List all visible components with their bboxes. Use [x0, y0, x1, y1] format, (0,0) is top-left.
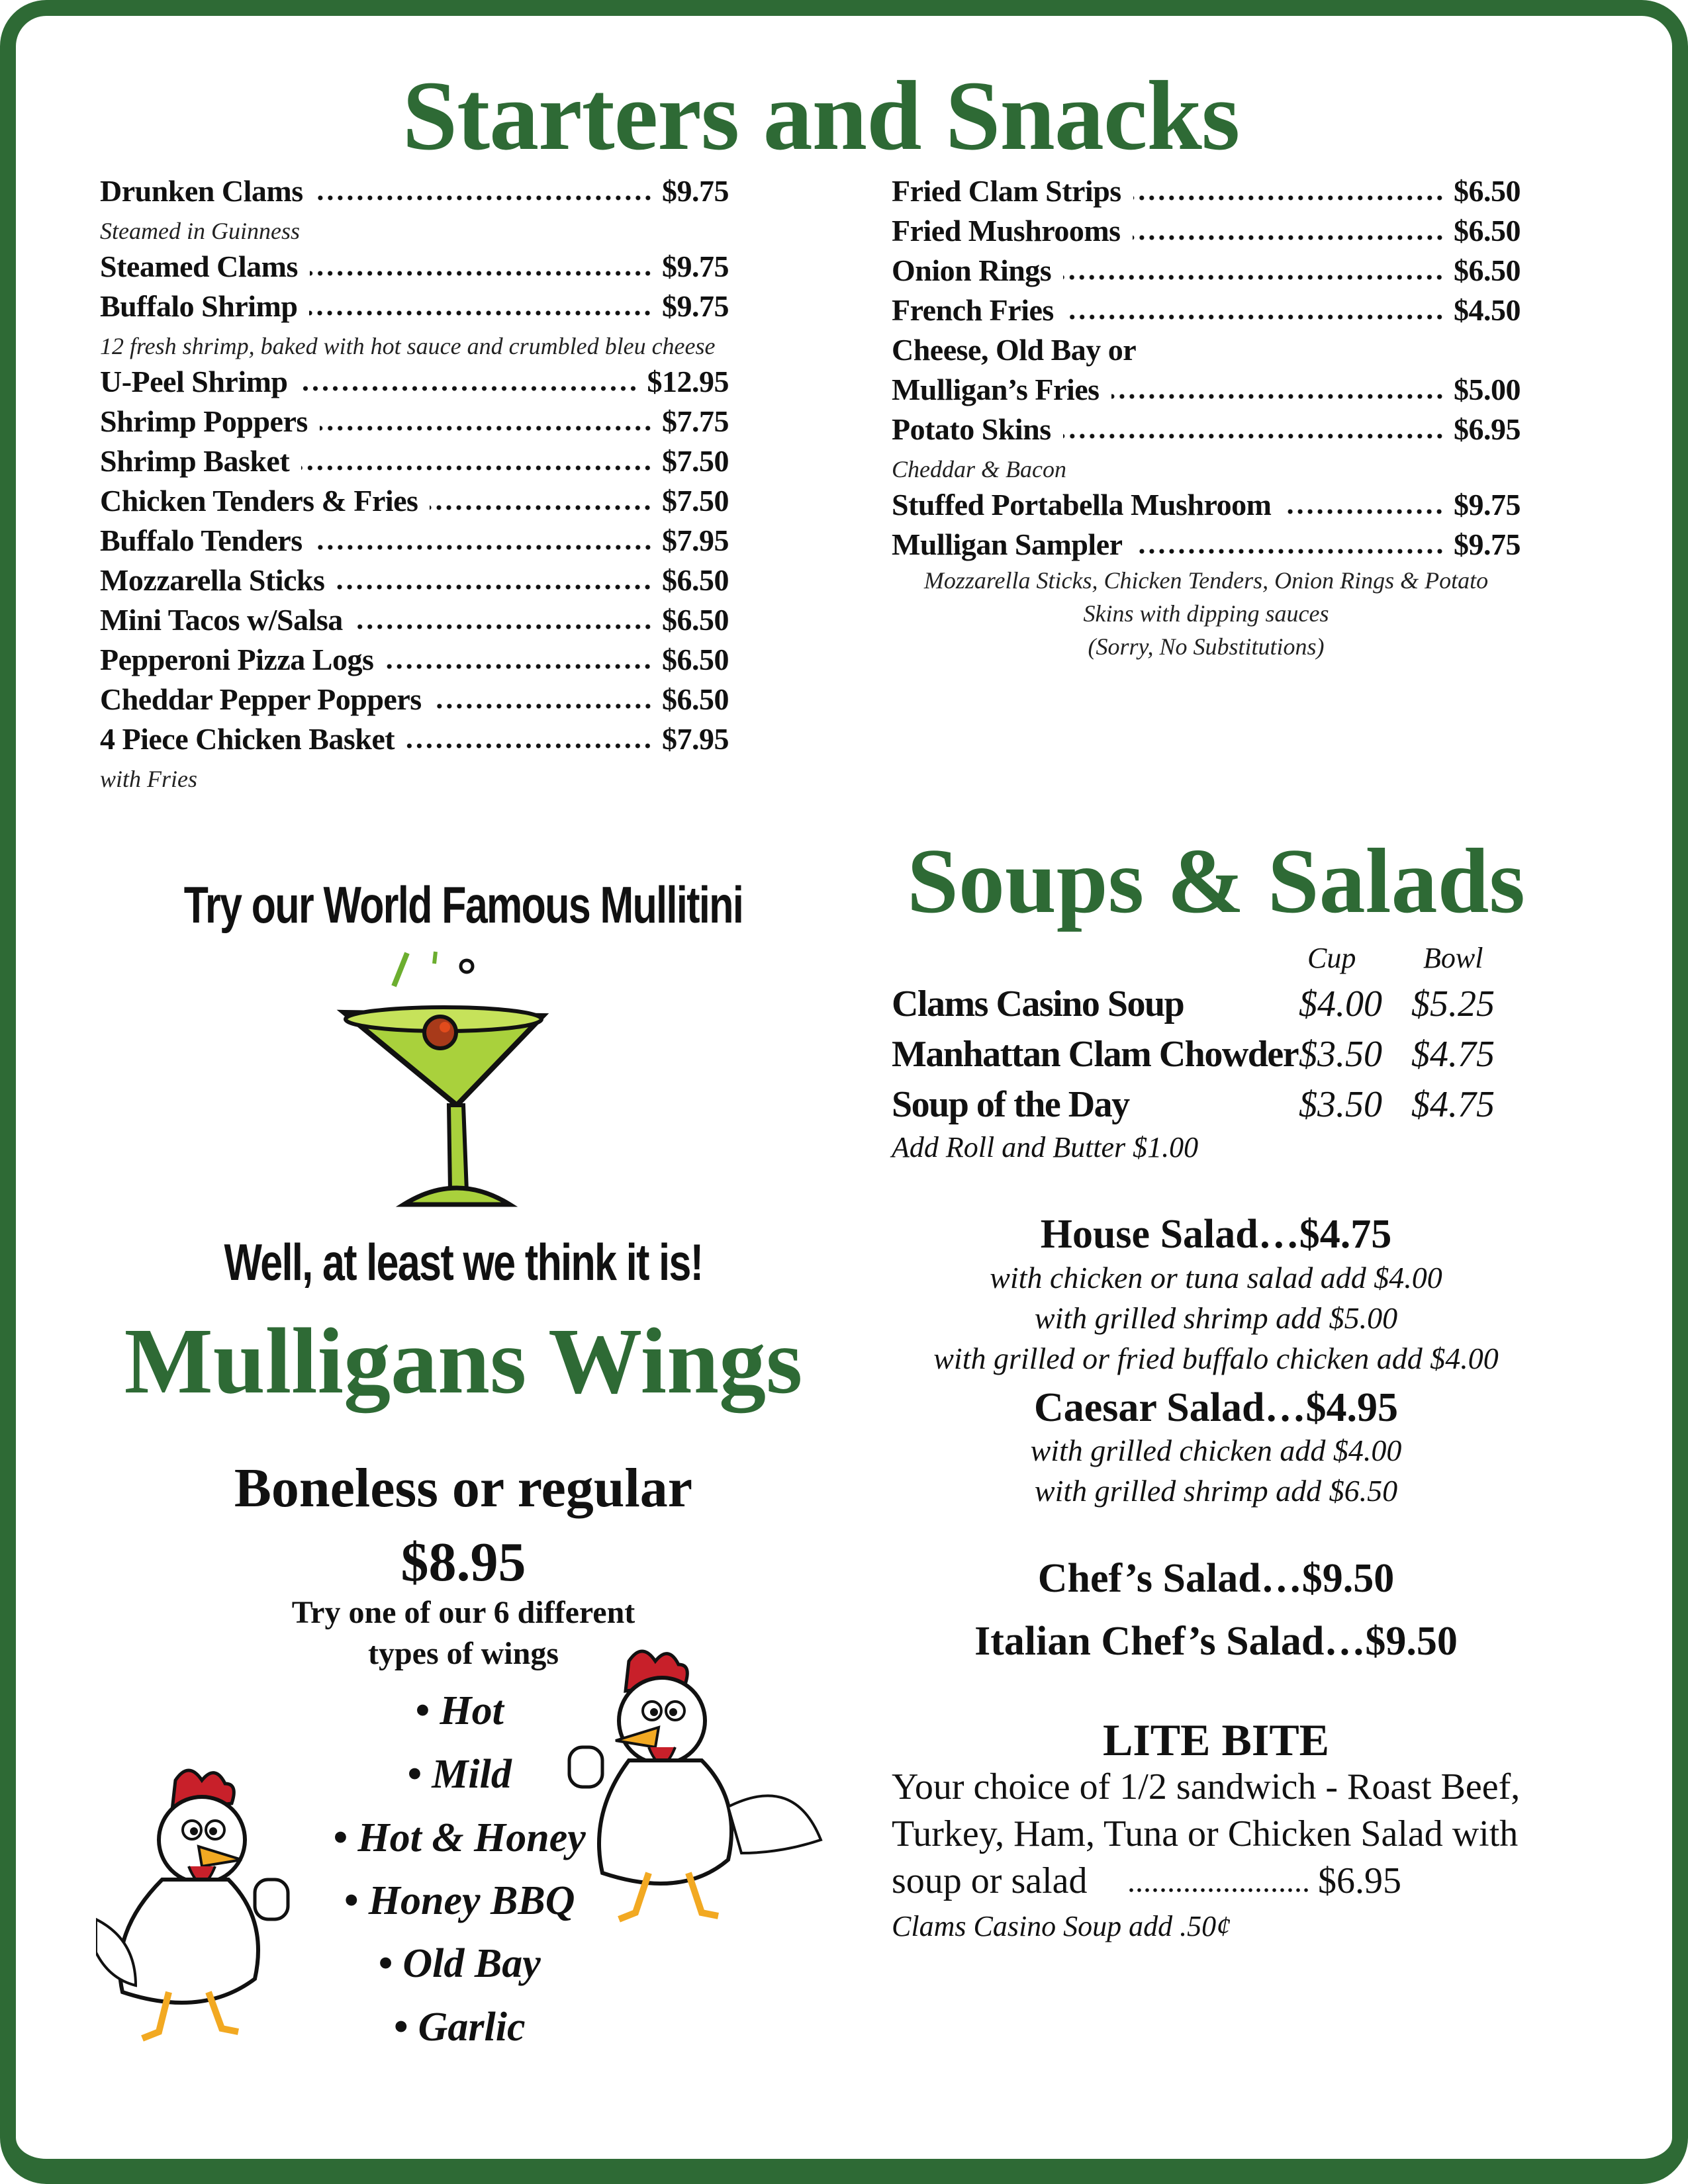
menu-item — [892, 213, 1521, 253]
item-price: $6.50 — [1454, 174, 1521, 208]
item-price: $9.75 — [1454, 488, 1521, 522]
mullitini-heading: Try our World Famous Mullitini — [183, 876, 743, 934]
item-price: $9.75 — [1454, 527, 1521, 561]
menu-item — [100, 563, 729, 602]
item-price: $9.75 — [662, 289, 729, 323]
add-roll-note: Add Roll and Butter $1.00 — [892, 1131, 1199, 1163]
item-name: Potato Skins — [892, 412, 1051, 446]
item-price: $7.50 — [662, 444, 729, 478]
dot-leader — [406, 743, 653, 749]
starters-left-column — [100, 173, 729, 797]
menu-item — [100, 443, 729, 483]
item-price: $6.50 — [1454, 253, 1521, 287]
menu-item — [892, 173, 1521, 213]
dot-leader — [315, 195, 653, 201]
lite-bite-title: LITE BITE — [1102, 1715, 1330, 1765]
starters-right-column — [892, 173, 1521, 567]
item-price: $7.75 — [662, 404, 729, 438]
sampler-note: Skins with dipping sauces — [1083, 600, 1329, 627]
item-name: Stuffed Portabella Mushroom — [892, 488, 1272, 522]
item-name: Buffalo Tenders — [100, 523, 303, 557]
menu-item — [892, 372, 1521, 412]
item-name: 4 Piece Chicken Basket — [100, 722, 395, 756]
item-name: Onion Rings — [892, 253, 1052, 287]
item-price: $7.95 — [662, 722, 729, 756]
soup-bowl-price: $4.75 — [1411, 1084, 1495, 1125]
soup-row — [892, 983, 1554, 1033]
item-price: $6.50 — [662, 682, 729, 716]
menu-item — [100, 404, 729, 443]
wing-type: • Hot — [415, 1688, 504, 1733]
house-salad: House Salad…$4.75 — [1040, 1212, 1392, 1257]
item-price: $6.50 — [662, 563, 729, 597]
item-name: French Fries — [892, 293, 1054, 327]
menu-item — [100, 682, 729, 721]
item-price: $9.75 — [662, 250, 729, 283]
menu-item — [892, 527, 1521, 567]
dot-leader — [434, 703, 653, 709]
dot-leader — [1063, 433, 1444, 439]
wings-title: Mulligans Wings — [124, 1308, 803, 1413]
dot-leader — [1135, 548, 1444, 555]
lite-bite-description — [892, 1764, 1653, 1905]
dot-leader — [355, 623, 653, 630]
house-salad-add: with grilled shrimp add $5.00 — [1034, 1301, 1398, 1335]
menu-item — [892, 487, 1521, 527]
wing-type: • Mild — [407, 1752, 512, 1797]
menu-item — [100, 483, 729, 523]
menu-item — [100, 364, 729, 404]
item-name: Buffalo Shrimp — [100, 289, 298, 323]
soup-name: Soup of the Day — [892, 1084, 1129, 1125]
chefs-salad: Chef’s Salad…$9.50 — [1037, 1556, 1395, 1601]
item-price: $4.50 — [1454, 293, 1521, 327]
wings-intro-line: types of wings — [367, 1636, 559, 1671]
dot-leader — [336, 584, 653, 590]
rooster-right-icon — [563, 1641, 827, 1952]
sampler-note: (Sorry, No Substitutions) — [1088, 633, 1325, 660]
item-name: Cheddar Pepper Poppers — [100, 682, 422, 716]
item-description: 12 fresh shrimp, baked with hot sauce and crumbled bleu cheese — [100, 333, 716, 359]
menu-item — [100, 602, 729, 642]
dot-leader — [1283, 508, 1444, 515]
house-salad-add: with chicken or tuna salad add $4.00 — [990, 1261, 1442, 1295]
dot-leader — [314, 544, 653, 551]
item-price: $7.50 — [662, 484, 729, 518]
item-price: $7.95 — [662, 523, 729, 557]
item-name: Fried Mushrooms — [892, 214, 1121, 248]
soup-name: Clams Casino Soup — [892, 983, 1184, 1024]
lite-bite-line: soup or salad — [892, 1860, 1088, 1901]
martini-glass-icon — [331, 940, 556, 1218]
dot-leader — [430, 504, 653, 511]
menu-item — [892, 412, 1521, 451]
soup-cup-price: $3.50 — [1299, 1034, 1382, 1075]
item-name: Cheese, Old Bay or — [892, 333, 1137, 367]
item-name: Chicken Tenders & Fries — [100, 484, 418, 518]
bowl-header: Bowl — [1423, 942, 1483, 974]
item-name: Mulligan’s Fries — [892, 373, 1100, 406]
dot-leader — [309, 310, 653, 316]
item-name: Shrimp Basket — [100, 444, 290, 478]
wing-type: • Honey BBQ — [344, 1878, 575, 1923]
item-name: Mini Tacos w/Salsa — [100, 603, 343, 637]
item-name: Fried Clam Strips — [892, 174, 1121, 208]
item-price: $12.95 — [647, 365, 729, 398]
wing-type: • Old Bay — [378, 1941, 541, 1986]
wings-subtitle: Boneless or regular — [234, 1457, 693, 1519]
item-name: Pepperoni Pizza Logs — [100, 643, 374, 676]
menu-item — [100, 173, 729, 213]
item-price: $6.50 — [1454, 214, 1521, 248]
item-name: Mozzarella Sticks — [100, 563, 325, 597]
soup-bowl-price: $4.75 — [1411, 1034, 1495, 1075]
caesar-salad: Caesar Salad…$4.95 — [1033, 1385, 1398, 1430]
wing-type: • Hot & Honey — [333, 1815, 586, 1860]
menu-item — [892, 253, 1521, 293]
menu-item — [100, 721, 729, 761]
item-name: U-Peel Shrimp — [100, 365, 288, 398]
lite-bite-line: Your choice of 1/2 sandwich - Roast Beef, — [892, 1766, 1521, 1807]
item-description: with Fries — [100, 766, 198, 792]
sampler-notes — [892, 564, 1521, 663]
soups-title: Soups & Salads — [907, 830, 1525, 933]
item-name: Shrimp Poppers — [100, 404, 308, 438]
wings-price: $8.95 — [400, 1531, 526, 1593]
sampler-note: Mozzarella Sticks, Chicken Tenders, Onion Rings & Potato — [923, 567, 1489, 594]
dot-leader — [1133, 195, 1444, 201]
dot-leader — [385, 663, 653, 670]
wing-type: • Garlic — [393, 2005, 526, 2050]
wings-intro-line: Try one of our 6 different — [291, 1595, 635, 1630]
item-name: Steamed Clams — [100, 250, 298, 283]
item-description: Steamed in Guinness — [100, 218, 300, 244]
item-price: $5.00 — [1454, 373, 1521, 406]
dot-leader — [301, 465, 653, 471]
lite-bite-note: Clams Casino Soup add .50¢ — [892, 1910, 1231, 1942]
mullitini-tagline: Well, at least we think it is! — [224, 1233, 703, 1291]
lite-bite-price-row — [892, 1858, 1401, 1905]
menu-item — [100, 289, 729, 328]
item-price: $9.75 — [662, 174, 729, 208]
soup-row — [892, 1083, 1554, 1134]
soup-bowl-price: $5.25 — [1411, 983, 1495, 1024]
caesar-salad-add: with grilled chicken add $4.00 — [1030, 1433, 1402, 1467]
cup-header: Cup — [1307, 942, 1356, 974]
dot-leader — [1133, 234, 1444, 241]
menu-item — [100, 642, 729, 682]
dot-leader — [1111, 393, 1444, 400]
dot-leader — [1066, 314, 1444, 320]
dot-leader — [300, 385, 638, 392]
lite-bite-line: Turkey, Ham, Tuna or Chicken Salad with — [892, 1813, 1519, 1854]
italian-chefs-salad: Italian Chef’s Salad…$9.50 — [974, 1619, 1458, 1664]
dot-leader — [320, 425, 653, 432]
soup-name: Manhattan Clam Chowder — [892, 1034, 1299, 1075]
caesar-salad-add: with grilled shrimp add $6.50 — [1034, 1474, 1398, 1508]
lite-bite-price: $6.95 — [1318, 1860, 1401, 1901]
item-price: $6.95 — [1454, 412, 1521, 446]
rooster-left-icon — [96, 1767, 341, 2058]
item-name: Drunken Clams — [100, 174, 303, 208]
menu-item — [100, 523, 729, 563]
item-price: $6.50 — [662, 643, 729, 676]
menu-item — [892, 332, 1521, 372]
item-price: $6.50 — [662, 603, 729, 637]
soup-cup-price: $4.00 — [1299, 983, 1382, 1024]
menu-item — [892, 293, 1521, 332]
menu-item — [100, 249, 729, 289]
soup-cup-price: $3.50 — [1299, 1084, 1382, 1125]
dot-leader — [1127, 1888, 1309, 1893]
soup-row — [892, 1033, 1554, 1083]
item-description: Cheddar & Bacon — [892, 456, 1066, 482]
house-salad-add: with grilled or fried buffalo chicken add $4.00 — [933, 1342, 1499, 1375]
dot-leader — [310, 270, 653, 277]
dot-leader — [1063, 274, 1444, 281]
item-name: Mulligan Sampler — [892, 527, 1123, 561]
starters-title: Starters and Snacks — [402, 61, 1240, 171]
